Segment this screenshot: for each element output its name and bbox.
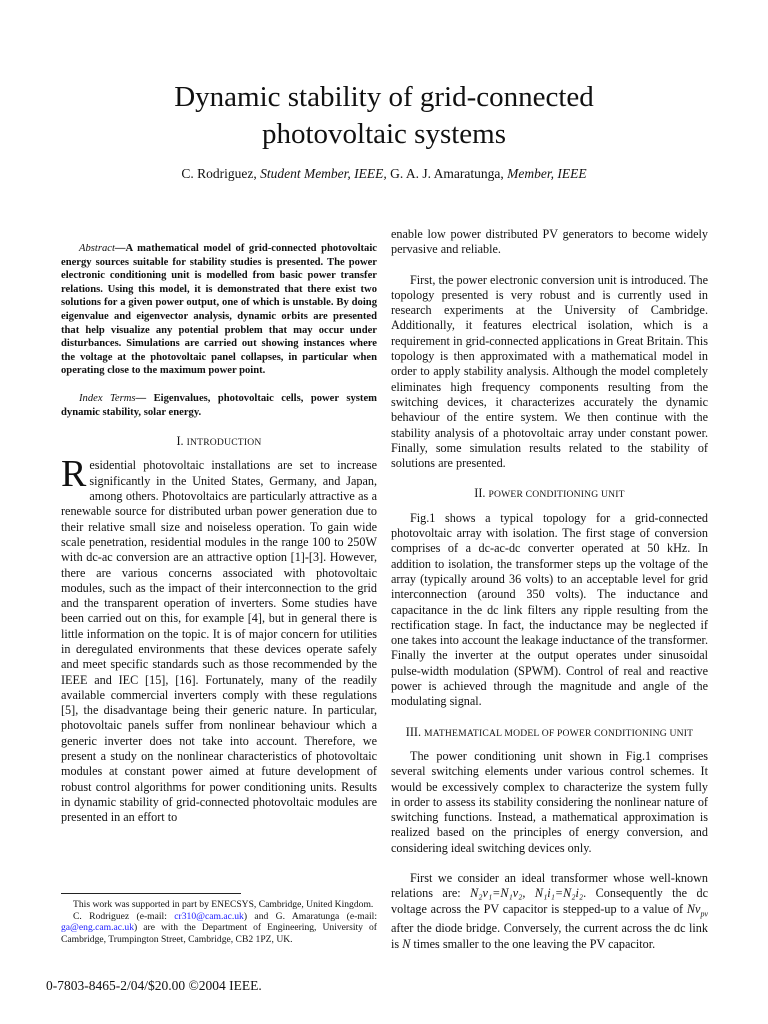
transformer-text-b: . Consequently the dc voltage across the PV capacitor is stepped-up to a value of [391,886,709,916]
section-1-number: I. [176,434,187,449]
left-column [61,242,377,826]
footnote-affiliation [61,911,377,946]
index-terms-dash: — [135,392,154,404]
topology-paragraph: Fig.1 shows a typical topology for a grid-connected photovoltaic array with isolation. The first stage of conversion comprises of a dc-ac-dc converter operated at 50 kHz. In addition to isolation, the transformer steps up the voltage of the array (typically around 36 volts) to an acceptable level for grid interconnection (around 350 volts). The inductance and capacitance in the dc link filters any ripple resulting from the rectification stage. In fact, the inductance may be neglected if one takes into account the leakage inductance of the transformer. Finally the inverter at the output operates under sinusoidal pulse-width modulation (SPWM). Control of real and reactive power is achieved through the magnitude and angle of the modulating signal. [391,510,708,709]
footnote-text-a: C. Rodriguez (e-mail: [73,910,175,922]
footnote-funding: This work was supported in part by ENECSYS, Cambridge, United Kingdom. [73,899,374,910]
author-line [0,165,768,183]
transformer-text-a: First we consider an ideal transformer whose well-known relations are: [391,870,708,901]
right-column [391,227,708,952]
transformer-text-d: times smaller to the one leaving the PV capacitor. [410,936,656,951]
section-2-number: II. [474,486,489,501]
paper-title [0,79,768,153]
footnote [61,899,377,946]
section-2-title: POWER CONDITIONING UNIT [488,489,625,501]
section-3-title: MATHEMATICAL MODEL OF POWER CONDITIONING UNIT [424,727,694,739]
author-1-role: Student Member, IEEE, [260,166,387,181]
nvpv-symbol: $Nv_{pv}$ [686,901,708,919]
transformer-paragraph [391,871,708,952]
footnote-rule [61,893,241,894]
email-link-2[interactable]: ga@eng.cam.ac.uk [61,922,135,934]
index-terms-text: Eigenvalues, photovoltaic cells, power system dynamic stability, solar energy. [61,392,377,418]
abstract [61,242,377,378]
abstract-dash: — [114,243,126,254]
footnote-text-c: ) are with the Department of Engineering, University of Cambridge, Trumpington Street, Cambridge, CB2 1PZ, UK. [61,922,377,946]
copyright-notice: 0-7803-8465-2/04/$20.00 ©2004 IEEE. [46,978,262,993]
transformer-equation: N₂v₁=N₁v₂, N₁i₁=N₂i₂ [470,886,584,901]
abstract-text: A mathematical model of grid-connected photovoltaic energy sources suitable for stability studies is presented. The power electronic conditioning unit is modelled from basic power transfer relations. Using this model, it is demonstrated that there exist two solutions for a given power output, one of which is unstable. By doing eigenvalue and eigenvector analysis, dynamic orbits are presented that help visualize any potential problem that may occur under disturbances. Simulations are carried out showing instances where the voltage at the photovoltaic panel collapses, in particular when operating close to the maximum power point. [61,243,377,377]
footnote-text-b: ) and G. Amaratunga (e-mail: [243,910,378,922]
index-terms [61,392,377,419]
model-paragraph: The power conditioning unit shown in Fig.1 comprises several switching elements under various control schemes. It would be excessively complex to characterize the system fully in order to assess its stability considering the nonlinear nature of switching functions. Instead, a mathematical approximation is realized based on the principles of energy conversion, and considering ideal switching devices only. [391,748,708,855]
abstract-label: Abstract [79,243,115,254]
author-2-role: Member, IEEE [507,166,587,181]
introduction-text: esidential photovoltaic installations are set to increase significantly in the United States, Germany, and Japan, among others. Photovoltaics are particularly attractive as a renewable source for distributed urban power generation due to their relative small size and noiseless operation. To gain wide scale penetration, residential modules in the range 100 to 250W with dc-ac conversion are an attractive option [1]-[3]. However, there are various concerns associated with photovoltaic modules, such as the impact of their interconnection to the grid and the transparent operation of inverters. Some studies have been carried out on this, for example [4], but in general there is little information on the topic. It is of major concern for utilities in deregulated environments that these devices operate safely and meet specific standards such as those recommended by the IEEE and IEC [15], [16]. Fortunately, many of the readily available commercial inverters comply with these regulations [5], the disadvantage being their generic nature. In particular, photovoltaic panels suffer from nonlinear behaviour which a generic inverter does not take into account. Therefore, we present a study on the nonlinear characteristics of photovoltaic modules at constant power aimed at future development of robust control algorithms for power conditioning units. Results in dynamic stability of grid-connected photovoltaic modules are presented in an effort to [61,458,377,825]
title-line-2: photovoltaic systems [261,118,507,150]
introduction-paragraph [61,453,377,825]
index-terms-label: Index Terms [79,392,136,404]
drop-cap: R [61,453,87,496]
overview-paragraph: First, the power electronic conversion unit is introduced. The topology presented is very robust and is currently used in research experiments at the University of Cambridge. Additionally, it features electrical isolation, which is a requirement in grid-connected applications in Great Britain. This topology is then approximated with a mathematical model in order to apply stability analysis. Although the model completely eliminates high frequency components resulting from the switching devices, it characterizes accurately the dynamic behaviour of the entire system. We then continue with the stability analysis of a photovoltaic array under constant power. Finally, some simulation results related to the stability of solutions are presented. [391,272,708,471]
section-3-number: III. [405,724,425,739]
section-heading-introduction [61,434,377,450]
section-heading-mathematical-model [391,725,708,741]
transformer-text-c: after the diode bridge. Conversely, the current across the dc link is [391,921,708,951]
author-2: G. A. J. Amaratunga, [386,166,508,181]
section-heading-power-conditioning [391,486,708,502]
author-1: C. Rodriguez, [181,166,261,181]
title-line-1: Dynamic stability of grid-connected [174,81,594,113]
email-link-1[interactable]: cr310@cam.ac.uk [174,910,244,922]
n-symbol: N [402,936,411,951]
section-1-title: INTRODUCTION [186,437,262,449]
continued-paragraph: enable low power distributed PV generators to become widely pervasive and reliable. [391,227,708,257]
